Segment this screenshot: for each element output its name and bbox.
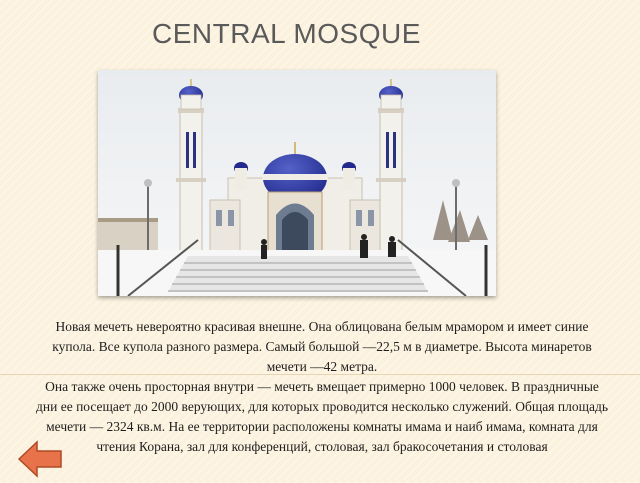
description-paragraph-2: Она также очень просторная внутри — мечеть вмещает примерно 1000 человек. В праздничные дни ее посещает до 2000 верующих, для которых проводится несколько служений. Общая площадь мечети — 2324 кв.м. На ее территории расположены комнаты имама и наиб имама, комната для чтения Корана, зал для конференций, столовая, зал бракосочетания и столовая: [36, 379, 608, 454]
divider: [0, 374, 640, 375]
description-paragraph-1: Новая мечеть невероятно красивая внешне. Она облицована белым мрамором и имеет синие купола. Все купола разного размера. Самый большой —22,5 м в диаметре. Высота минаретов мечети —42 метра.: [52, 319, 592, 374]
left-arrow-icon: [17, 440, 63, 478]
back-button[interactable]: [17, 440, 63, 478]
mosque-photo: [98, 70, 496, 296]
slide-title: CENTRAL MOSQUE: [152, 18, 421, 49]
